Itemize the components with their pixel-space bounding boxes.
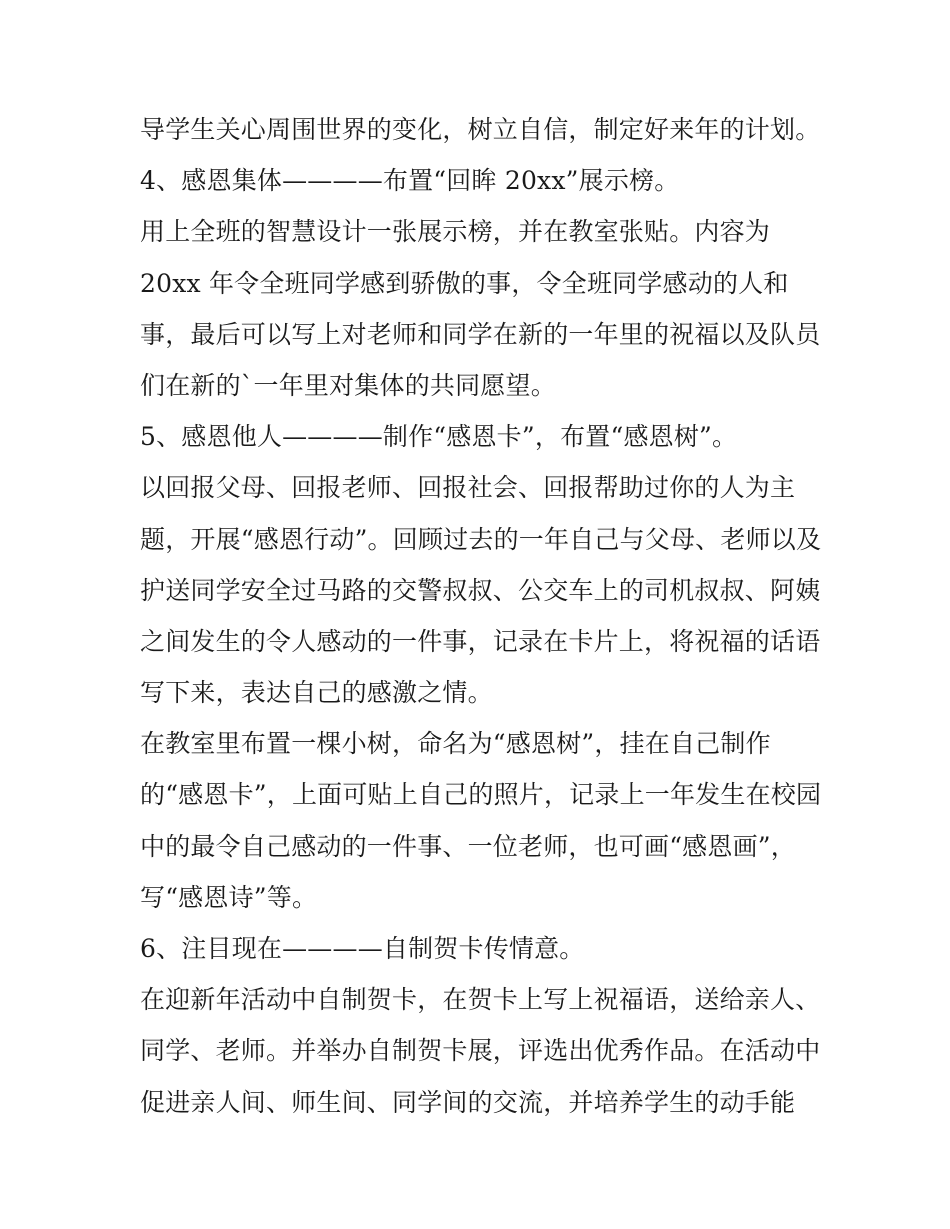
text-line: 的“感恩卡”，上面可贴上自己的照片，记录上一年发生在校园 <box>140 780 822 810</box>
text-line: 写“感恩诗”等。 <box>140 882 318 912</box>
section-heading-4: 4、感恩集体————布置“回眸 20xx”展示榜。 <box>140 166 680 196</box>
text-line: 同学、老师。并举办自制贺卡展，评选出优秀作品。在活动中 <box>140 1036 821 1066</box>
text-line: 导学生关心周围世界的变化，树立自信，制定好来年的计划。 <box>140 115 821 144</box>
text-line: 用上全班的智慧设计一张展示榜，并在教室张贴。内容为 <box>140 217 771 247</box>
document-body <box>140 104 840 1128</box>
text-line: 写下来，表达自己的感激之情。 <box>140 678 493 708</box>
text-line: 们在新的`一年里对集体的共同愿望。 <box>140 370 556 400</box>
text-line: 题，开展“感恩行动”。回顾过去的一年自己与父母、老师以及 <box>140 524 822 554</box>
text-line: 之间发生的令人感动的一件事，记录在卡片上，将祝福的话语 <box>140 626 821 656</box>
text-line: 20xx 年令全班同学感到骄傲的事，令全班同学感动的人和 <box>140 268 789 298</box>
text-line: 以回报父母、回报老师、回报社会、回报帮助过你的人为主 <box>140 473 796 503</box>
section-heading-6: 6、注目现在————自制贺卡传情意。 <box>140 934 585 963</box>
text-line: 在迎新年活动中自制贺卡，在贺卡上写上祝福语，送给亲人、 <box>140 985 821 1015</box>
section-heading-5: 5、感恩他人————制作“感恩卡”，布置“感恩树”。 <box>140 422 738 452</box>
text-line: 事，最后可以写上对老师和同学在新的一年里的祝福以及队员 <box>140 319 821 349</box>
text-line: 促进亲人间、师生间、同学间的交流，并培养学生的动手能 <box>140 1087 796 1117</box>
text-line: 在教室里布置一棵小树，命名为“感恩树”，挂在自己制作 <box>140 729 771 759</box>
text-line: 护送同学安全过马路的交警叔叔、公交车上的司机叔叔、阿姨 <box>140 575 821 605</box>
text-line: 中的最令自己感动的一件事、一位老师，也可画“感恩画”， <box>140 831 796 861</box>
